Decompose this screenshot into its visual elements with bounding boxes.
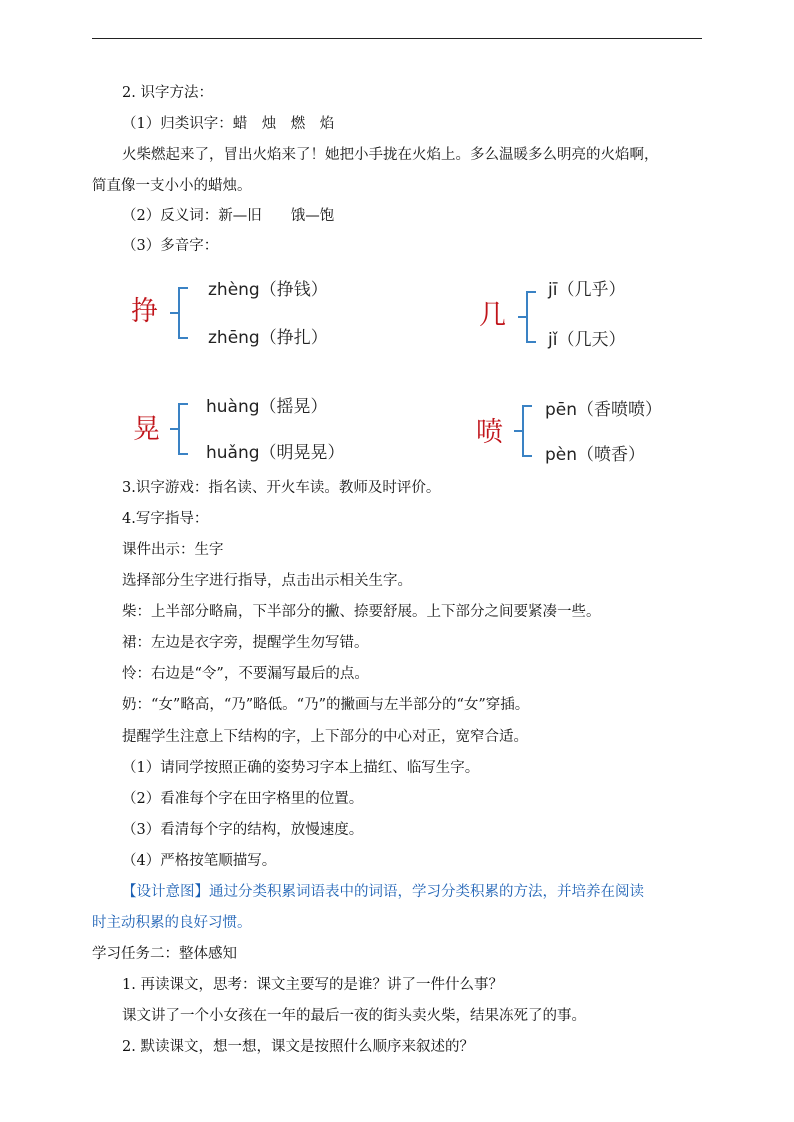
example-sentence-line2: 简直像一支小小的蜡烛。 xyxy=(92,178,252,194)
task2-question2: 2. 默读课文，想一想，课文是按照什么顺序来叙述的？ xyxy=(122,1039,474,1055)
select-guide: 选择部分生字进行指导，点击出示相关生字。 xyxy=(122,573,412,589)
bracket-icon xyxy=(168,286,198,342)
antonyms: （2）反义词：新—旧 饿—饱 xyxy=(122,208,335,224)
guide-chai: 柴：上半部分略扁，下半部分的撇、捺要舒展。上下部分之间要紧凑一些。 xyxy=(122,604,601,620)
step-1: （1）请同学按照正确的姿势习字本上描红、临写生字。 xyxy=(122,760,480,776)
guide-nai: 奶：“女”略高，“乃”略低。“乃”的撇画与左半部分的“女”穿插。 xyxy=(122,697,530,713)
polyphone-char: 挣 xyxy=(131,296,158,327)
polyphone-heading: （3）多音字： xyxy=(122,238,219,254)
polyphone-reading: huǎng（明晃晃） xyxy=(206,443,345,463)
polyphone-reading: zhèng（挣钱） xyxy=(208,280,328,300)
polyphone-char: 几 xyxy=(479,300,506,331)
guide-lian: 怜：右边是“令”，不要漏写最后的点。 xyxy=(122,666,369,682)
polyphone-reading: jǐ（几天） xyxy=(548,330,626,350)
polyphone-char: 喷 xyxy=(476,417,503,448)
remind: 提醒学生注意上下结构的字，上下部分的中心对正，宽窄合适。 xyxy=(122,729,528,745)
bracket-icon xyxy=(516,290,546,346)
section3-game: 3.识字游戏：指名读、开火车读。教师及时评价。 xyxy=(122,480,441,496)
polyphone-reading: pēn（香喷喷） xyxy=(545,400,663,420)
example-sentence-line1: 火柴燃起来了，冒出火焰来了！她把小手拢在火焰上。多么温暖多么明亮的火焰啊， xyxy=(122,147,659,163)
polyphone-reading: pèn（喷香） xyxy=(545,445,646,465)
polyphone-char: 晃 xyxy=(133,414,160,445)
step-2: （2）看准每个字在田字格里的位置。 xyxy=(122,791,364,807)
polyphone-reading: huàng（摇晃） xyxy=(206,397,328,417)
polyphone-reading: jī（几乎） xyxy=(548,280,626,300)
grouped-chars: （1）归类识字：蜡 烛 燃 焰 xyxy=(122,116,335,132)
design-intent-line1: 【设计意图】通过分类积累词语表中的词语，学习分类积累的方法，并培养在阅读 xyxy=(122,884,644,900)
step-3: （3）看清每个字的结构，放慢速度。 xyxy=(122,822,364,838)
header-rule xyxy=(92,38,702,39)
task2-question1: 1. 再读课文，思考：课文主要写的是谁？讲了一件什么事？ xyxy=(122,977,503,993)
section4-title: 4.写字指导： xyxy=(122,511,209,527)
bracket-icon xyxy=(512,404,542,460)
step-4: （4）严格按笔顺描写。 xyxy=(122,853,277,869)
courseware: 课件出示：生字 xyxy=(122,542,224,558)
guide-qun: 裙：左边是衣字旁，提醒学生勿写错。 xyxy=(122,635,369,651)
task2-answer1: 课文讲了一个小女孩在一年的最后一夜的街头卖火柴，结果冻死了的事。 xyxy=(122,1008,586,1024)
task2-title: 学习任务二：整体感知 xyxy=(92,946,237,962)
polyphone-reading: zhēng（挣扎） xyxy=(208,328,328,348)
bracket-icon xyxy=(168,402,198,458)
design-intent-line2: 时主动积累的良好习惯。 xyxy=(92,915,252,931)
section2-title: 2. 识字方法： xyxy=(122,85,213,101)
